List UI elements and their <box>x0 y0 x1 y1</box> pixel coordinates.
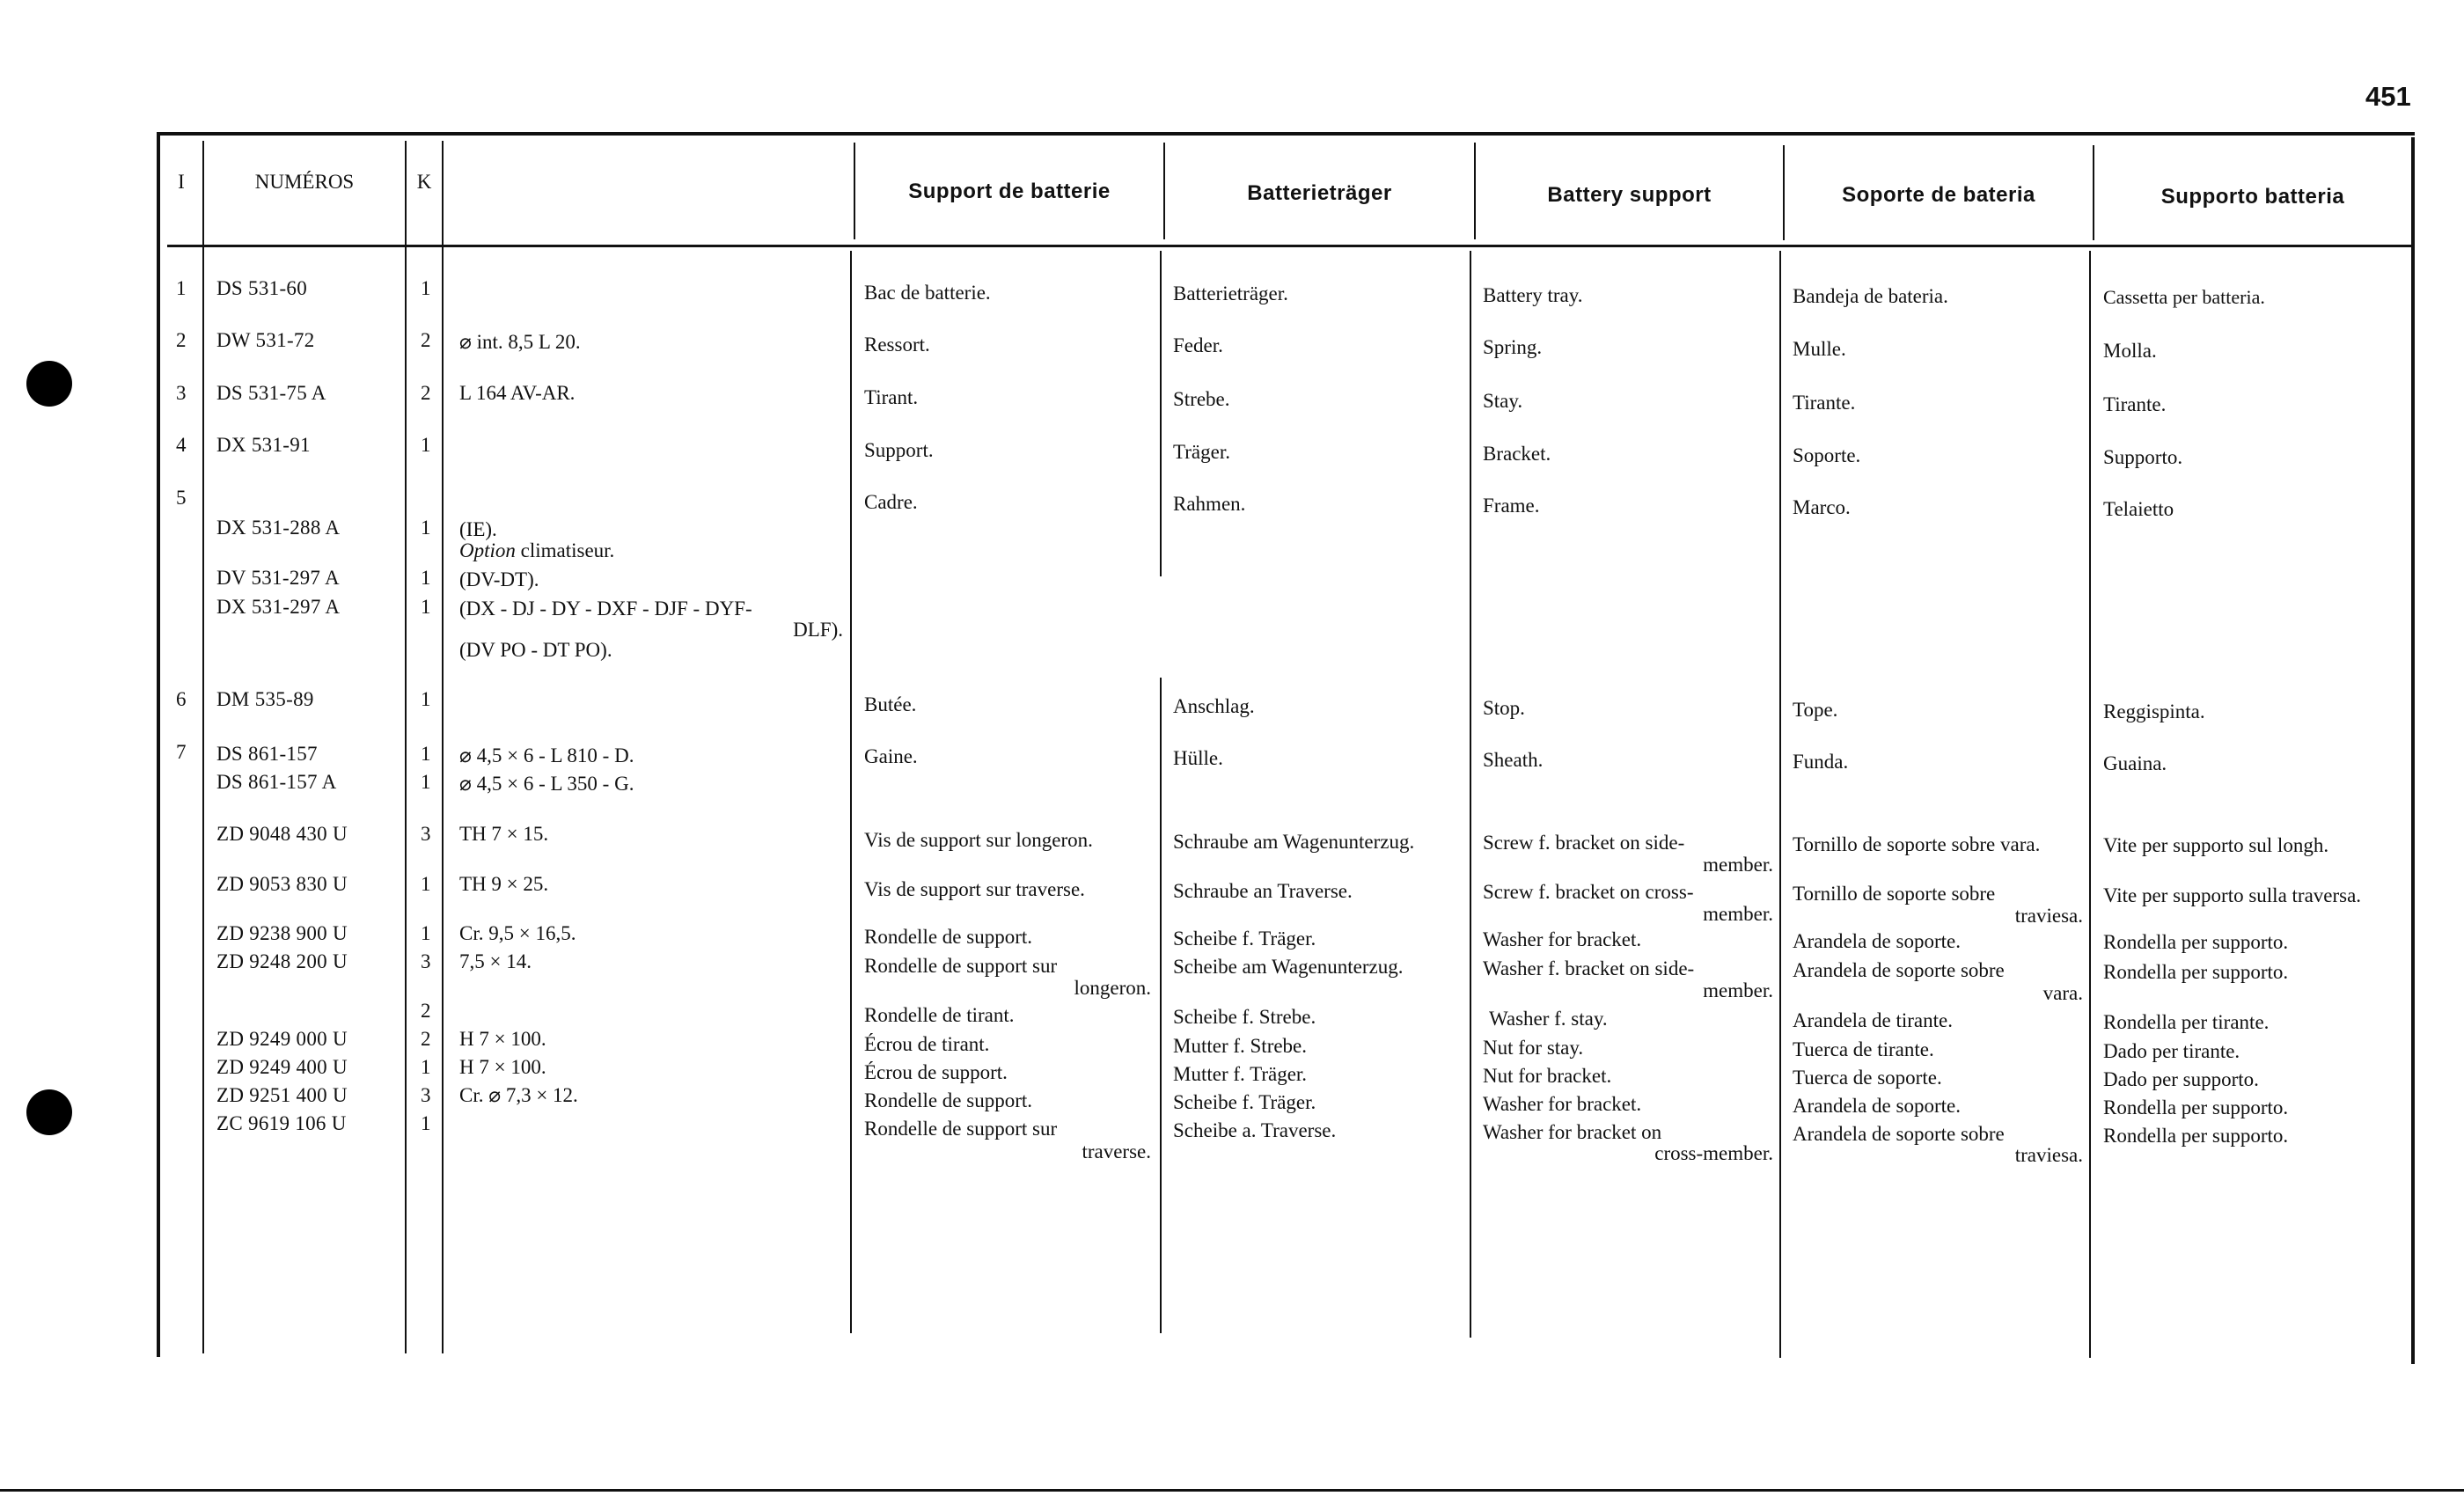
desc-en: Washer f. bracket on side- <box>1483 957 1695 979</box>
quantity: 1 <box>421 434 431 456</box>
header-german: Batterieträger <box>1247 181 1392 205</box>
desc-de: Scheibe f. Träger. <box>1173 928 1316 950</box>
desc-en: Stop. <box>1483 697 1525 719</box>
row-index: 6 <box>176 688 187 710</box>
desc-en: Stay. <box>1483 390 1523 412</box>
desc-fr-continued: traverse. <box>1082 1140 1151 1162</box>
desc-de: Mutter f. Strebe. <box>1173 1035 1308 1057</box>
spec: TH 7 × 15. <box>459 823 549 845</box>
quantity: 2 <box>421 329 431 351</box>
desc-it: Tirante. <box>2103 393 2167 415</box>
desc-es: Arandela de soporte sobre <box>1793 959 2005 981</box>
binder-hole-bottom-icon <box>26 1089 72 1135</box>
desc-es-continued: traviesa. <box>2014 905 2083 927</box>
spec-note <box>459 539 614 562</box>
spec: (DX - DJ - DY - DXF - DJF - DYF- <box>459 598 752 620</box>
row-index: 2 <box>176 329 187 351</box>
desc-es: Tornillo de soporte sobre <box>1793 883 1996 905</box>
desc-fr: Rondelle de support. <box>864 926 1032 948</box>
desc-fr: Rondelle de tirant. <box>864 1004 1015 1026</box>
desc-fr-continued: longeron. <box>1074 977 1151 999</box>
col-line-en-body <box>1779 251 1781 1358</box>
desc-es: Arandela de tirante. <box>1793 1009 1953 1031</box>
header-spanish: Soporte de bateria <box>1842 183 2035 207</box>
desc-en-continued: member. <box>1703 854 1773 876</box>
col-line-num <box>405 141 407 1353</box>
desc-en: Washer for bracket. <box>1483 928 1642 950</box>
desc-de: Hülle. <box>1173 747 1223 769</box>
quantity: 2 <box>421 382 431 404</box>
quantity: 1 <box>421 922 431 944</box>
col-line-spec-body <box>850 251 852 1333</box>
spec-continued: DLF). <box>793 619 843 641</box>
header-divider <box>167 245 2413 247</box>
table-top-border <box>157 132 2415 136</box>
bottom-rule <box>0 1489 2464 1492</box>
desc-fr: Butée. <box>864 693 917 715</box>
spec: L 164 AV-AR. <box>459 382 576 404</box>
desc-it: Vite per supporto sulla traversa. <box>2103 884 2362 906</box>
spec: ⌀ 4,5 × 6 - L 350 - G. <box>459 773 634 795</box>
desc-de: Schraube am Wagenunterzug. <box>1173 831 1415 853</box>
part-number: ZD 9251 400 U <box>216 1084 348 1106</box>
part-number: ZD 9248 200 U <box>216 950 348 972</box>
desc-fr: Rondelle de support sur <box>864 1118 1058 1140</box>
desc-es: Tuerca de tirante. <box>1793 1038 1934 1060</box>
quantity: 1 <box>421 277 431 299</box>
desc-es: Tope. <box>1793 699 1838 721</box>
quantity: 1 <box>421 771 431 793</box>
desc-it: Rondella per supporto. <box>2103 1125 2289 1147</box>
part-number: DX 531-288 A <box>216 517 341 539</box>
desc-de: Schraube an Traverse. <box>1173 880 1353 902</box>
quantity: 1 <box>421 873 431 895</box>
desc-it: Reggispinta. <box>2103 700 2205 722</box>
page-number: 451 <box>2365 81 2411 112</box>
row-index: 7 <box>176 741 187 763</box>
part-number: DM 535-89 <box>216 688 314 710</box>
row-index: 3 <box>176 382 187 404</box>
part-number: DS 861-157 <box>216 743 318 765</box>
desc-en: Spring. <box>1483 336 1543 358</box>
desc-de: Rahmen. <box>1173 493 1246 515</box>
spec: H 7 × 100. <box>459 1056 546 1078</box>
spec: 7,5 × 14. <box>459 950 532 972</box>
col-line-es-body <box>2089 251 2091 1358</box>
desc-it: Molla. <box>2103 340 2157 362</box>
desc-fr: Tirant. <box>864 386 919 408</box>
spec: Cr. 9,5 × 16,5. <box>459 922 576 944</box>
part-number: ZD 9249 000 U <box>216 1028 348 1050</box>
desc-de: Scheibe f. Strebe. <box>1173 1006 1316 1028</box>
desc-fr: Rondelle de support. <box>864 1089 1032 1111</box>
desc-fr: Gaine. <box>864 745 918 767</box>
spec: (DV-DT). <box>459 568 539 590</box>
desc-de: Strebe. <box>1173 388 1230 410</box>
desc-it: Dado per supporto. <box>2103 1068 2259 1090</box>
desc-en-continued: member. <box>1703 979 1773 1001</box>
desc-fr: Bac de batterie. <box>864 282 991 304</box>
desc-en: Screw f. bracket on side- <box>1483 832 1685 854</box>
spec: Cr. ⌀ 7,3 × 12. <box>459 1084 578 1106</box>
col-line-de-body <box>1470 251 1471 1338</box>
desc-en-continued: member. <box>1703 903 1773 925</box>
header-numeros: NUMÉROS <box>254 171 355 193</box>
quantity: 1 <box>421 688 431 710</box>
header-k: K <box>416 171 432 193</box>
row-index: 5 <box>176 487 187 509</box>
part-number: ZD 9053 830 U <box>216 873 348 895</box>
col-line-i <box>202 141 204 1353</box>
desc-fr: Écrou de tirant. <box>864 1033 990 1055</box>
desc-en-continued: cross-member. <box>1654 1142 1773 1164</box>
desc-en: Nut for bracket. <box>1483 1065 1612 1087</box>
header-english: Battery support <box>1547 183 1712 207</box>
desc-it: Telaietto <box>2103 498 2174 520</box>
spec-option-label: Option <box>459 539 516 561</box>
desc-en: Frame. <box>1483 495 1540 517</box>
header-french: Support de batterie <box>908 180 1111 203</box>
quantity: 3 <box>421 823 431 845</box>
header-i: I <box>178 171 185 193</box>
desc-de: Feder. <box>1173 334 1223 356</box>
desc-en: Battery tray. <box>1483 284 1583 306</box>
quantity: 1 <box>421 743 431 765</box>
quantity: 1 <box>421 567 431 589</box>
desc-es: Marco. <box>1793 496 1851 518</box>
part-number: DX 531-297 A <box>216 596 341 618</box>
desc-es: Arandela de soporte. <box>1793 1095 1961 1117</box>
col-line-k <box>442 141 444 1353</box>
part-number: ZD 9238 900 U <box>216 922 348 944</box>
quantity: 1 <box>421 596 431 618</box>
header-italian: Supporto batteria <box>2160 185 2345 209</box>
spec: ⌀ 4,5 × 6 - L 810 - D. <box>459 744 634 766</box>
desc-it: Rondella per supporto. <box>2103 1096 2289 1118</box>
desc-it: Rondella per supporto. <box>2103 931 2289 953</box>
table-left-border <box>157 132 160 1357</box>
desc-it: Cassetta per batteria. <box>2103 286 2265 308</box>
desc-es: Soporte. <box>1793 444 1861 466</box>
desc-de: Anschlag. <box>1173 695 1255 717</box>
desc-es-continued: traviesa. <box>2014 1144 2083 1166</box>
part-number: DS 531-75 A <box>216 382 326 404</box>
desc-fr: Écrou de support. <box>864 1061 1008 1083</box>
part-number: DX 531-91 <box>216 434 311 456</box>
desc-it: Dado per tirante. <box>2103 1040 2240 1062</box>
col-line-fr-body2 <box>1160 678 1162 1333</box>
desc-es: Arandela de soporte. <box>1793 930 1961 952</box>
spec: (DV PO - DT PO). <box>459 639 612 661</box>
binder-hole-top-icon <box>26 361 72 407</box>
quantity: 3 <box>421 950 431 972</box>
spec: (IE). <box>459 518 497 540</box>
part-number: ZC 9619 106 U <box>216 1112 347 1134</box>
desc-de: Scheibe f. Träger. <box>1173 1091 1316 1113</box>
quantity: 1 <box>421 1112 431 1134</box>
desc-de: Scheibe a. Traverse. <box>1173 1119 1337 1141</box>
desc-fr: Vis de support sur traverse. <box>864 878 1085 900</box>
desc-en: Sheath. <box>1483 749 1544 771</box>
part-number: DS 861-157 A <box>216 771 337 793</box>
desc-en: Bracket. <box>1483 443 1551 465</box>
desc-en: Washer for bracket on <box>1483 1121 1662 1143</box>
part-number: DS 531-60 <box>216 277 308 299</box>
desc-de: Träger. <box>1173 441 1230 463</box>
desc-it: Supporto. <box>2103 446 2183 468</box>
part-number: DW 531-72 <box>216 329 315 351</box>
desc-de: Scheibe am Wagenunterzug. <box>1173 956 1404 978</box>
desc-fr: Ressort. <box>864 334 930 356</box>
desc-fr: Vis de support sur longeron. <box>864 829 1093 851</box>
quantity: 3 <box>421 1084 431 1106</box>
col-line-fr-body <box>1160 251 1162 576</box>
desc-fr: Cadre. <box>864 491 918 513</box>
desc-en: Washer for bracket. <box>1483 1093 1642 1115</box>
desc-en: Screw f. bracket on cross- <box>1483 881 1694 903</box>
desc-fr: Support. <box>864 439 934 461</box>
desc-es: Tornillo de soporte sobre vara. <box>1793 833 2041 855</box>
desc-es: Tirante. <box>1793 392 1856 414</box>
desc-it: Rondella per supporto. <box>2103 961 2289 983</box>
spec-option-text: climatiseur. <box>515 539 615 561</box>
desc-de: Batterieträger. <box>1173 282 1288 304</box>
quantity: 2 <box>421 1028 431 1050</box>
desc-es: Tuerca de soporte. <box>1793 1067 1942 1089</box>
desc-es-continued: vara. <box>2042 982 2083 1004</box>
quantity: 1 <box>421 517 431 539</box>
desc-de: Mutter f. Träger. <box>1173 1063 1308 1085</box>
spec: H 7 × 100. <box>459 1028 546 1050</box>
desc-en: Nut for stay. <box>1483 1037 1584 1059</box>
table-right-border <box>2411 137 2415 1364</box>
part-number: DV 531-297 A <box>216 567 340 589</box>
quantity: 1 <box>421 1056 431 1078</box>
row-index: 4 <box>176 434 187 456</box>
desc-es: Mulle. <box>1793 338 1846 360</box>
part-number: ZD 9048 430 U <box>216 823 348 845</box>
desc-en: Washer f. stay. <box>1489 1008 1608 1030</box>
spec: ⌀ int. 8,5 L 20. <box>459 331 581 353</box>
desc-es: Funda. <box>1793 751 1849 773</box>
desc-it: Vite per supporto sul longh. <box>2103 834 2329 856</box>
desc-it: Guaina. <box>2103 752 2167 774</box>
desc-es: Arandela de soporte sobre <box>1793 1123 2005 1145</box>
desc-fr: Rondelle de support sur <box>864 955 1058 977</box>
desc-es: Bandeja de bateria. <box>1793 285 1948 307</box>
desc-it: Rondella per tirante. <box>2103 1011 2270 1033</box>
row-index: 1 <box>176 277 187 299</box>
quantity: 2 <box>421 1000 431 1022</box>
spec: TH 9 × 25. <box>459 873 549 895</box>
part-number: ZD 9249 400 U <box>216 1056 348 1078</box>
